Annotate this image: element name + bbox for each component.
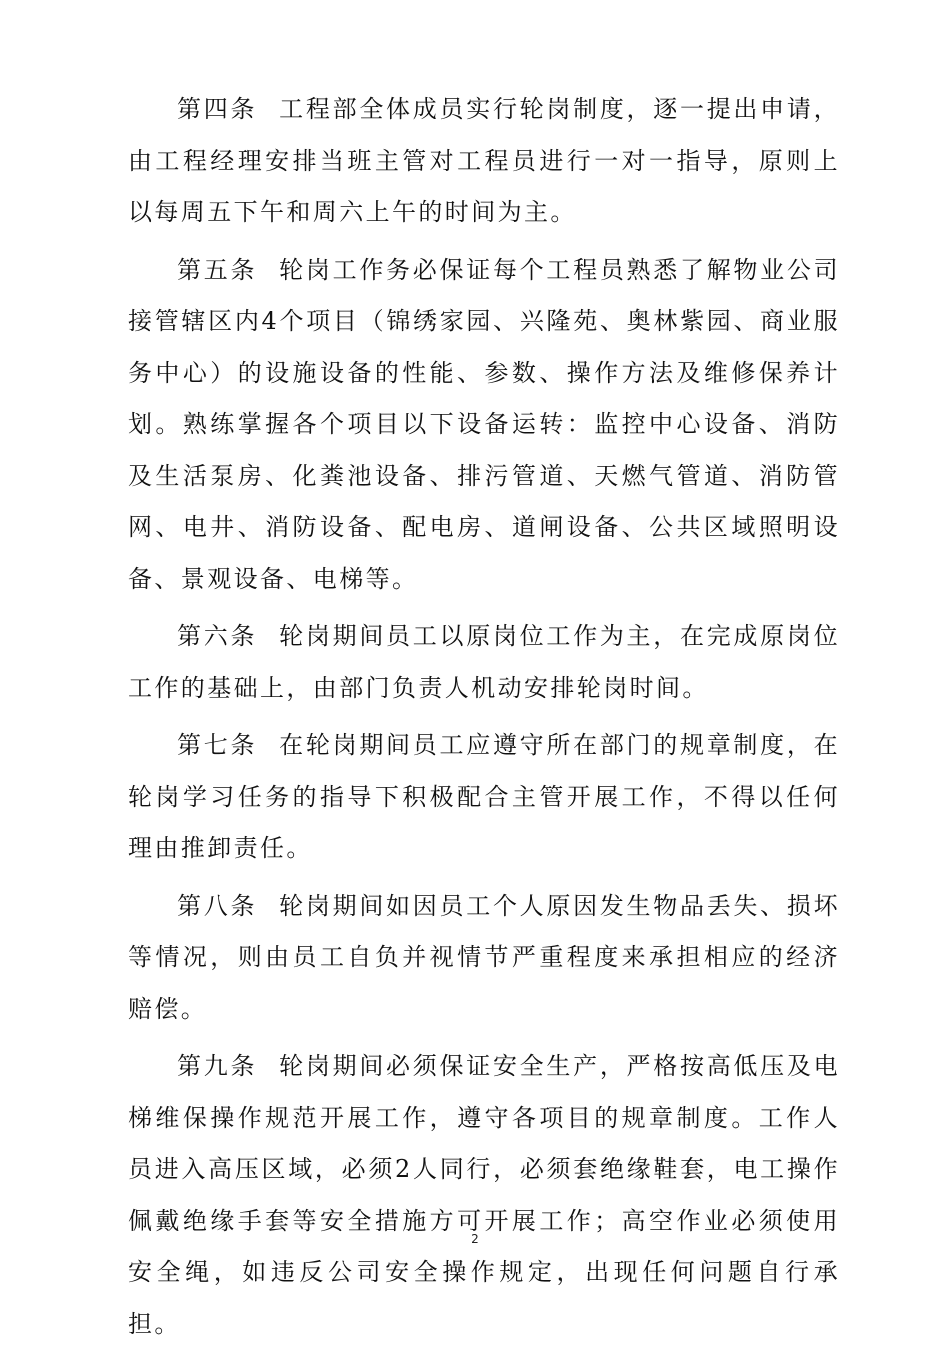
page-number: 2 [471,1232,479,1246]
article-9-text: 轮岗期间必须保证安全生产，严格按高低压及电梯维保操作规范开展工作，遵守各项目的规章制度。工作人员进入高压区域，必须2人同行，必须套绝缘鞋套，电工操作佩戴绝缘手套等安全措施方可开展工作；高空作业必须使用安全绳，如违反公司安全操作规定，出现任何问题自行承担。 [128,1052,840,1338]
article-6-text: 轮岗期间员工以原岗位工作为主，在完成原岗位工作的基础上，由部门负责人机动安排轮岗时间。 [128,622,840,702]
article-7-number: 第七条 [177,731,258,759]
article-6-number: 第六条 [177,622,258,650]
article-7-text: 在轮岗期间员工应遵守所在部门的规章制度，在轮岗学习任务的指导下积极配合主管开展工作，不得以任何理由推卸责任。 [128,731,840,862]
article-5-text: 轮岗工作务必保证每个工程员熟悉了解物业公司接管辖区内4个项目（锦绣家园、兴隆苑、奥林紫园、商业服务中心）的设施设备的性能、参数、操作方法及维修保养计划。熟练掌握各个项目以下设备运转：监控中心设备、消防及生活泵房、化粪池设备、排污管道、天燃气管道、消防管网、电井、消防设备、配电房、道闸设备、公共区域照明设备、景观设备、电梯等。 [128,255,840,593]
article-4-text: 工程部全体成员实行轮岗制度，逐一提出申请，由工程经理安排当班主管对工程员进行一对一指导，原则上以每周五下午和周六上午的时间为主。 [128,95,840,226]
article-4 [128,84,840,239]
article-6 [128,611,840,714]
article-7 [128,720,840,875]
article-9-number: 第九条 [177,1052,258,1080]
article-8-number: 第八条 [177,891,258,920]
document-body [128,84,840,1356]
article-8-text: 轮岗期间如因员工个人原因发生物品丢失、损坏等情况，则由员工自负并视情节严重程度来承担相应的经济赔偿。 [128,891,840,1023]
article-9 [128,1041,840,1350]
article-5-number: 第五条 [177,255,258,284]
article-5 [128,245,840,606]
article-4-number: 第四条 [177,95,258,123]
article-8 [128,881,840,1036]
